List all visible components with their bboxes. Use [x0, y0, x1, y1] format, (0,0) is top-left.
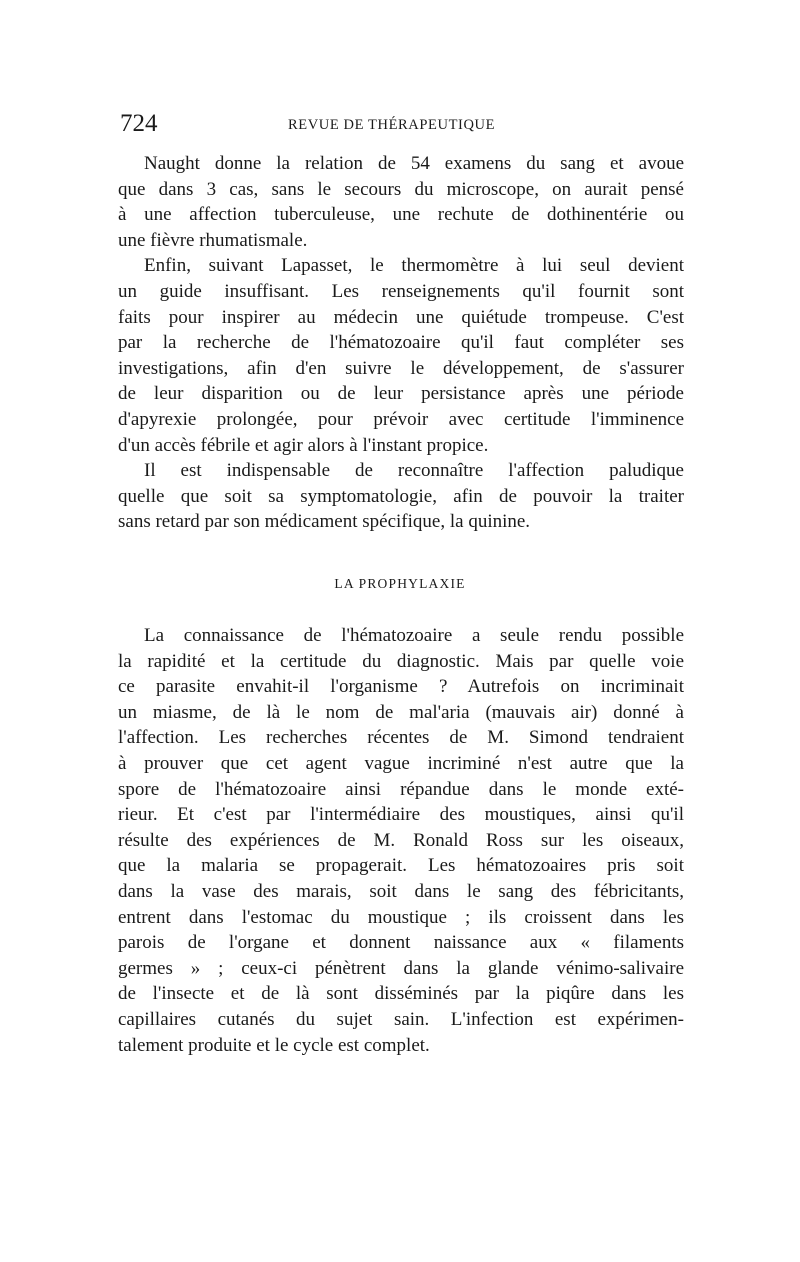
text-line: d'apyrexie prolongée, pour prévoir avec certitude l'imminence	[118, 408, 684, 430]
text-line: une fièvre rhumatismale.	[118, 229, 308, 251]
text-line: d'un accès fébrile et agir alors à l'instant propice.	[118, 434, 489, 456]
text-line: que dans 3 cas, sans le secours du microscope, on aurait pensé	[118, 178, 684, 200]
text-line: ce parasite envahit-il l'organisme ? Autrefois on incriminait	[118, 676, 684, 698]
text-line: entrent dans l'estomac du moustique ; ils croissent dans les	[118, 906, 684, 928]
text-line: Il est indispensable de reconnaître l'affection paludique	[144, 460, 684, 482]
text-line: à une affection tuberculeuse, une rechute de dothinentérie ou	[118, 204, 684, 226]
text-line: Naught donne la relation de 54 examens du sang et avoue	[144, 153, 684, 174]
body-text-block-1	[118, 151, 684, 535]
text-line: spore de l'hématozoaire ainsi répandue dans le monde exté-	[118, 778, 684, 800]
text-line: quelle que soit sa symptomatologie, afin de pouvoir la traiter	[118, 485, 684, 507]
text-line: parois de l'organe et donnent naissance aux « filaments	[118, 932, 684, 954]
text-line: un guide insuffisant. Les renseignements qu'il fournit sont	[118, 280, 684, 302]
text-line: Enfin, suivant Lapasset, le thermomètre à lui seul devient	[144, 255, 684, 277]
text-line: talement produite et le cycle est complet.	[118, 1034, 430, 1056]
text-line: l'affection. Les recherches récentes de M. Simond tendraient	[118, 727, 684, 749]
text-line: résulte des expériences de M. Ronald Ross sur les oiseaux,	[118, 829, 684, 851]
text-line: germes » ; ceux-ci pénètrent dans la glande vénimo-salivaire	[118, 957, 684, 979]
text-line: sans retard par son médicament spécifique, la quinine.	[118, 511, 531, 533]
text-line: rieur. Et c'est par l'intermédiaire des moustiques, ainsi qu'il	[118, 804, 684, 826]
page-header	[120, 110, 685, 144]
running-title: REVUE DE THÉRAPEUTIQUE	[288, 117, 496, 133]
body-text-block-2	[118, 623, 684, 1058]
text-line: investigations, afin d'en suivre le développement, de s'assurer	[118, 357, 684, 379]
text-line: capillaires cutanés du sujet sain. L'infection est expérimen-	[118, 1008, 684, 1030]
text-line: par la recherche de l'hématozoaire qu'il faut compléter ses	[118, 332, 684, 354]
text-line: à prouver que cet agent vague incriminé n'est autre que la	[118, 752, 684, 774]
text-line: de l'insecte et de là sont disséminés par la piqûre dans les	[118, 983, 684, 1005]
text-line: que la malaria se propagerait. Les hématozoaires pris soit	[118, 855, 684, 877]
text-line: dans la vase des marais, soit dans le sang des fébricitants,	[118, 880, 684, 902]
text-line: faits pour inspirer au médecin une quiétude trompeuse. C'est	[118, 306, 684, 328]
page-number: 724	[120, 110, 158, 137]
text-line: la rapidité et la certitude du diagnostic. Mais par quelle voie	[118, 650, 684, 672]
text-line: La connaissance de l'hématozoaire a seule rendu possible	[144, 625, 684, 646]
text-line: de leur disparition ou de leur persistance après une période	[118, 383, 684, 405]
text-line: un miasme, de là le nom de mal'aria (mauvais air) donné à	[118, 701, 684, 723]
section-title: LA PROPHYLAXIE	[334, 576, 466, 591]
